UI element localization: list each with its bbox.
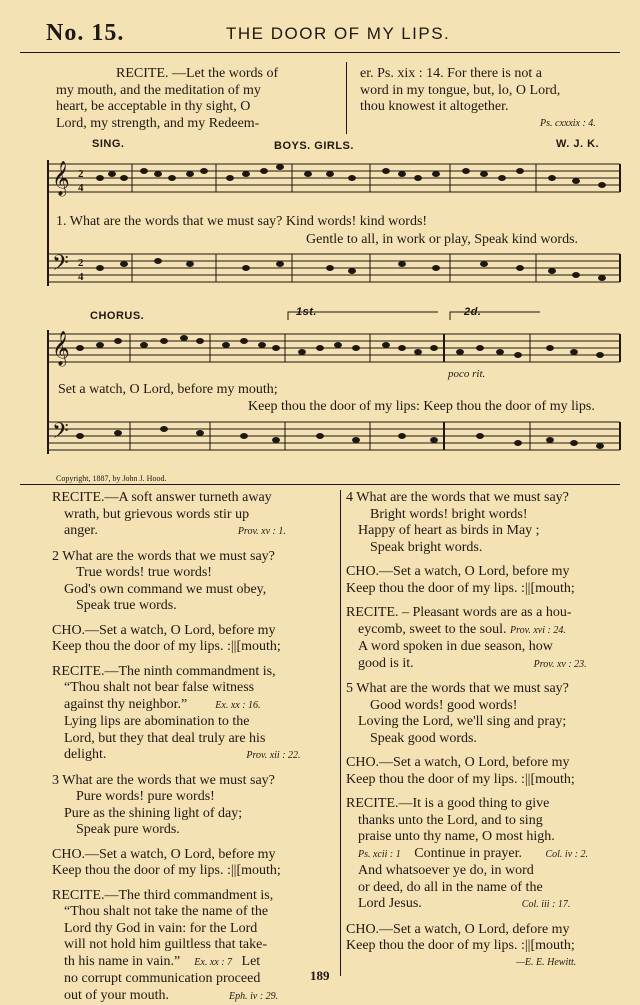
sing-label: SING.: [92, 138, 124, 150]
text-line: Speak good words.: [346, 731, 626, 748]
text-line: Pure words! pure words!: [52, 789, 336, 806]
text-line: Keep thou the door of my lips. :||[mouth;: [52, 639, 336, 656]
text-line: CHO.—Set a watch, O Lord, defore my: [346, 922, 626, 939]
intro-right: [360, 66, 626, 132]
header-rule: [20, 52, 620, 53]
text-line: CHO.—Set a watch, O Lord, before my: [346, 755, 626, 772]
text-line: [52, 523, 336, 541]
text-line: no corrupt communication proceed: [52, 971, 336, 988]
intro-line: er. Ps. xix : 14. For there is not a: [360, 66, 626, 83]
text-fragment: against thy neighbor.”: [64, 697, 187, 712]
poco-rit: poco rit.: [448, 368, 485, 380]
scripture-ref: Ps. xcii : 1: [358, 849, 401, 860]
text-line: Keep thou the door of my lips. :||[mouth;: [346, 772, 626, 789]
scripture-ref: Ps. cxxxix : 4.: [360, 116, 626, 133]
text-line: Bright words! bright words!: [346, 507, 626, 524]
text-line: Lying lips are abomination to the: [52, 714, 336, 731]
text-line: Speak pure words.: [52, 822, 336, 839]
text-line: True words! true words!: [52, 565, 336, 582]
text-line: God's own command we must obey,: [52, 582, 336, 599]
text-fragment: anger.: [64, 523, 98, 538]
intro-line: word in my tongue, but, lo, O Lord,: [360, 83, 626, 100]
scripture-ref: Prov. xv : 1.: [98, 526, 286, 537]
text-line: 4 What are the words that we must say?: [346, 490, 626, 507]
text-line: wrath, but grievous words stir up: [52, 507, 336, 524]
intro-left: [56, 66, 342, 132]
text-fragment: Lord Jesus.: [358, 896, 422, 911]
text-line: RECITE. – Pleasant words are as a hou-: [346, 605, 626, 622]
hymn-number: No. 15.: [46, 20, 124, 47]
verse-lyric-2: Gentle to all, in work or play, Speak kind words.: [306, 232, 578, 248]
chorus-lyric-1: Set a watch, O Lord, before my mouth;: [58, 382, 278, 398]
text-line: CHO.—Set a watch, O Lord, before my: [346, 564, 626, 581]
copyright-notice: Copyright, 1887, by John J. Hood.: [56, 470, 166, 487]
text-line: Pure as the shining light of day;: [52, 806, 336, 823]
intro-line: RECITE. —Let the words of: [56, 66, 342, 83]
text-line: Keep thou the door of my lips. :||[mouth;: [346, 581, 626, 598]
verse-lyric-1: 1. What are the words that we must say? Kind words! kind words!: [56, 214, 427, 230]
text-line: or deed, do all in the name of the: [346, 880, 626, 897]
text-line: RECITE.—The third commandment is,: [52, 888, 336, 905]
bass-staff-2: [48, 422, 620, 450]
scripture-ref: Prov. xvi : 24.: [510, 625, 566, 636]
text-line: 3 What are the words that we must say?: [52, 773, 336, 790]
scripture-ref: Prov. xii : 22.: [106, 750, 300, 761]
text-line: [346, 846, 626, 864]
text-line: Lord thy God in vain: for the Lord: [52, 921, 336, 938]
svg-text:4: 4: [78, 271, 84, 283]
text-fragment: eycomb, sweet to the soul.: [358, 622, 507, 637]
treble-staff-2: [48, 334, 620, 362]
text-line: RECITE.—The ninth commandment is,: [52, 664, 336, 681]
text-line: [346, 896, 626, 914]
scripture-ref: Col. iii : 17.: [422, 899, 571, 910]
text-line: A word spoken in due season, how: [346, 639, 626, 656]
treble-clef-icon: 𝄞: [52, 161, 70, 197]
scripture-ref: Ex. xx : 16.: [187, 700, 260, 711]
bass-clef-icon: 𝄢: [52, 419, 69, 448]
scripture-ref: Prov. xv : 23.: [414, 659, 587, 670]
scripture-ref: Col. iv : 2.: [525, 849, 588, 860]
intro-line: thou knowest it altogether.: [360, 99, 626, 116]
svg-text:4: 4: [78, 182, 84, 194]
hymn-author: —E. E. Hewitt.: [346, 955, 626, 972]
text-line: 5 What are the words that we must say?: [346, 681, 626, 698]
music-rule: [20, 484, 620, 485]
bass-clef-icon: 𝄢: [52, 251, 69, 280]
scripture-ref: Ex. xx : 7: [180, 957, 232, 968]
text-line: Lord, but they that deal truly are his: [52, 731, 336, 748]
svg-text:2: 2: [78, 257, 84, 269]
text-line: RECITE.—A soft answer turneth away: [52, 490, 336, 507]
text-line: Happy of heart as birds in May ;: [346, 523, 626, 540]
intro-line: Lord, my strength, and my Redeem-: [56, 116, 342, 133]
text-line: [52, 988, 336, 1005]
intro-line: heart, be acceptable in thy sight, O: [56, 99, 342, 116]
chorus-lyric-2: Keep thou the door of my lips: Keep thou the door of my lips.: [248, 399, 595, 415]
header: [46, 20, 620, 52]
treble-clef-icon: 𝄞: [52, 331, 70, 367]
text-line: “Thou shalt not bear false witness: [52, 680, 336, 697]
intro-line: my mouth, and the meditation of my: [56, 83, 342, 100]
text-line: 2 What are the words that we must say?: [52, 549, 336, 566]
text-line: Keep thou the door of my lips. :||[mouth;: [346, 938, 626, 955]
text-line: Speak true words.: [52, 598, 336, 615]
text-fragment: delight.: [64, 747, 106, 762]
text-line: [52, 954, 336, 972]
author-label: W. J. K.: [556, 138, 599, 150]
text-line: Good words! good words!: [346, 698, 626, 715]
treble-staff-1: [48, 164, 620, 192]
text-line: Keep thou the door of my lips. :||[mouth;: [52, 863, 336, 880]
text-line: CHO.—Set a watch, O Lord, before my: [52, 847, 336, 864]
hymn-title: THE DOOR OF MY LIPS.: [226, 24, 450, 44]
text-line: [52, 697, 336, 715]
parts-label: BOYS. GIRLS.: [274, 140, 354, 152]
text-line: RECITE.—It is a good thing to give: [346, 796, 626, 813]
text-line: And whatsoever ye do, in word: [346, 863, 626, 880]
text-line: “Thou shalt not take the name of the: [52, 904, 336, 921]
scripture-ref: Eph. iv : 29.: [169, 991, 278, 1002]
text-fragment: th his name in vain.”: [64, 954, 180, 969]
text-line: thanks unto the Lord, and to sing: [346, 813, 626, 830]
page-number: 189: [310, 968, 330, 984]
column-divider: [340, 490, 341, 976]
text-line: CHO.—Set a watch, O Lord, before my: [52, 623, 336, 640]
text-line: praise unto thy name, O most high.: [346, 829, 626, 846]
text-fragment: Continue in prayer.: [404, 846, 522, 861]
text-fragment: out of your mouth.: [64, 988, 169, 1003]
chorus-label: CHORUS.: [90, 310, 144, 322]
text-fragment: good is it.: [358, 656, 414, 671]
text-line: will not hold him guiltless that take-: [52, 937, 336, 954]
text-line: [346, 622, 626, 640]
text-fragment: Let: [236, 954, 261, 969]
text-line: Speak bright words.: [346, 540, 626, 557]
left-column: [52, 490, 336, 1005]
text-line: Loving the Lord, we'll sing and pray;: [346, 714, 626, 731]
text-line: [346, 656, 626, 674]
text-line: [52, 747, 336, 765]
intro-divider: [346, 62, 347, 134]
svg-text:2: 2: [78, 168, 84, 180]
right-column: [346, 490, 626, 971]
second-ending-label: 2d.: [464, 306, 481, 318]
first-ending-label: 1st.: [296, 306, 317, 318]
